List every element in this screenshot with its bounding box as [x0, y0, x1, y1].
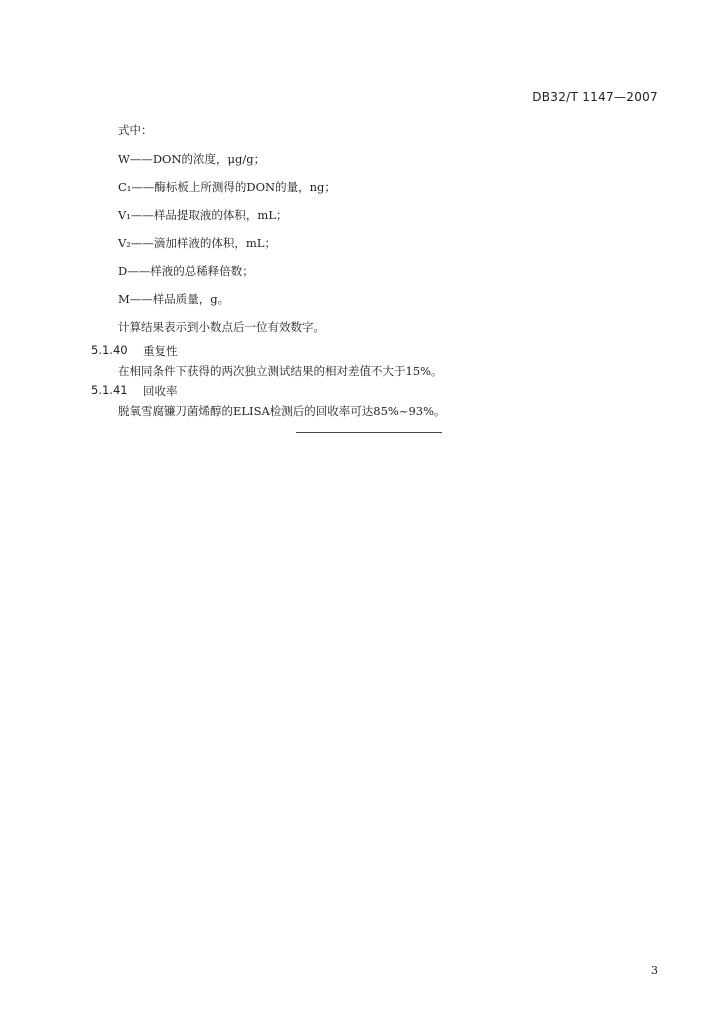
standard-code: DB32/T 1147—2007 — [532, 90, 658, 104]
section-body: 脱氧雪腐镰刀菌烯醇的ELISA检测后的回收率可达85%~93%。 — [118, 404, 446, 418]
definition-item: V₁——样品提取液的体积，mL； — [118, 208, 288, 222]
definition-item: D——样液的总稀释倍数； — [118, 264, 254, 278]
section-number: 5.1.41 — [91, 383, 128, 397]
section-title: 回收率 — [143, 384, 178, 398]
section-body: 在相同条件下获得的两次独立测试结果的相对差值不大于15%。 — [118, 364, 443, 378]
result-note: 计算结果表示到小数点后一位有效数字。 — [118, 320, 325, 334]
page-number: 3 — [651, 964, 658, 977]
end-rule — [296, 432, 442, 433]
section-number: 5.1.40 — [91, 343, 128, 357]
definition-item: M——样品质量，g。 — [118, 292, 230, 306]
definition-item: V₂——滴加样液的体积，mL； — [118, 236, 276, 250]
definition-item: C₁——酶标板上所测得的DON的量，ng； — [118, 180, 336, 194]
formula-intro: 式中： — [118, 123, 153, 137]
definition-item: W——DON的浓度，μg/g； — [118, 152, 266, 166]
section-title: 重复性 — [143, 344, 178, 358]
